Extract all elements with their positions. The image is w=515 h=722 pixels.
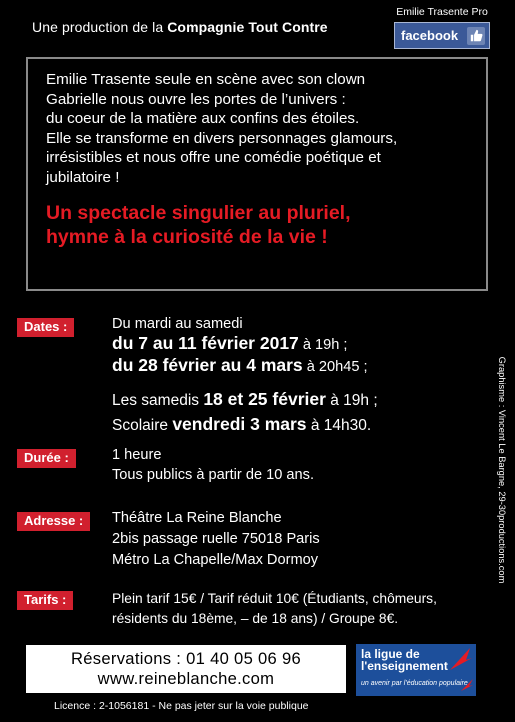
tagline-line: hymne à la curiosité de la vie ! <box>46 226 328 248</box>
reservations-box <box>26 645 346 693</box>
adresse-line: Théâtre La Reine Blanche <box>112 510 282 526</box>
intro-line: du coeur de la matière aux confins des étoiles. <box>46 110 360 127</box>
adresse-block <box>112 508 320 571</box>
tagline-line: Un spectacle singulier au pluriel, <box>46 202 351 224</box>
dates-range-2: du 28 février au 4 mars <box>112 355 303 375</box>
thumbs-up-icon <box>467 27 485 45</box>
duree-line: 1 heure <box>112 447 162 463</box>
duree-block <box>112 445 314 485</box>
tarifs-block <box>112 589 437 629</box>
dates-line <box>112 414 378 436</box>
ligue-slogan: un avenir par l'éducation populaire <box>361 680 468 687</box>
tarifs-line: Plein tarif 15€ / Tarif réduit 10€ (Étudiants, chômeurs, <box>112 591 437 606</box>
dates-line <box>112 355 378 377</box>
adresse-label: Adresse : <box>17 512 90 531</box>
intro-line: Elle se transforme en divers personnages glamours, <box>46 129 398 147</box>
intro-text <box>46 70 472 187</box>
facebook-button[interactable] <box>394 22 490 49</box>
graphics-credit: Graphisme : Vincent Le Bargne, 29-30productions.com <box>497 356 507 584</box>
intro-tagline <box>46 201 472 249</box>
intro-line: irrésistibles et nous offre une comédie poétique et <box>46 149 381 166</box>
dates-time-4: à 14h30. <box>306 417 372 434</box>
dates-time-3: à 19h ; <box>325 392 378 409</box>
tarifs-label: Tarifs : <box>17 591 73 610</box>
dates-line: Du mardi au samedi <box>112 316 243 332</box>
red-arrow-small-icon <box>460 678 474 692</box>
reservations-phone[interactable]: Réservations : 01 40 05 06 96 <box>70 649 302 668</box>
dates-prefix-3: Les samedis <box>112 392 204 409</box>
production-credit <box>32 19 328 35</box>
intro-line: Gabrielle nous ouvre les portes de l’univers : <box>46 90 346 108</box>
production-company: Compagnie Tout Contre <box>167 19 328 35</box>
intro-box <box>26 57 488 291</box>
tarifs-line: résidents du 18ème, – de 18 ans) / Groupe 8€. <box>112 611 399 626</box>
dates-line <box>112 389 378 411</box>
duree-label: Durée : <box>17 449 76 468</box>
dates-range-1: du 7 au 11 février 2017 <box>112 333 299 353</box>
adresse-line: 2bis passage ruelle 75018 Paris <box>112 531 320 547</box>
dates-time-2: à 20h45 ; <box>302 359 368 375</box>
facebook-label: facebook <box>401 28 459 43</box>
production-prefix: Une production de la <box>32 19 168 35</box>
red-arrow-icon <box>448 646 474 672</box>
dates-time-1: à 19h ; <box>298 337 348 353</box>
dates-prefix-4: Scolaire <box>112 417 173 434</box>
dates-label: Dates : <box>17 318 74 337</box>
ligue-enseignement-logo <box>356 644 476 696</box>
licence-text: Licence : 2-1056181 - Ne pas jeter sur la voie publique <box>54 700 309 712</box>
intro-line: jubilatoire ! <box>46 168 120 186</box>
adresse-line: Métro La Chapelle/Max Dormoy <box>112 552 319 568</box>
ligue-line: l'enseignement <box>361 659 448 673</box>
dates-range-3: 18 et 25 février <box>203 389 326 409</box>
ligue-line: la ligue de <box>361 647 420 661</box>
dates-range-4: vendredi 3 mars <box>172 414 307 434</box>
facebook-widget[interactable] <box>394 6 490 49</box>
dates-line <box>112 333 378 355</box>
intro-line: Emilie Trasente seule en scène avec son clown <box>46 71 366 88</box>
reservations-website[interactable]: www.reineblanche.com <box>97 669 275 688</box>
facebook-caption: Emilie Trasente Pro <box>396 6 488 18</box>
dates-block <box>112 314 378 436</box>
duree-line: Tous publics à partir de 10 ans. <box>112 467 314 483</box>
